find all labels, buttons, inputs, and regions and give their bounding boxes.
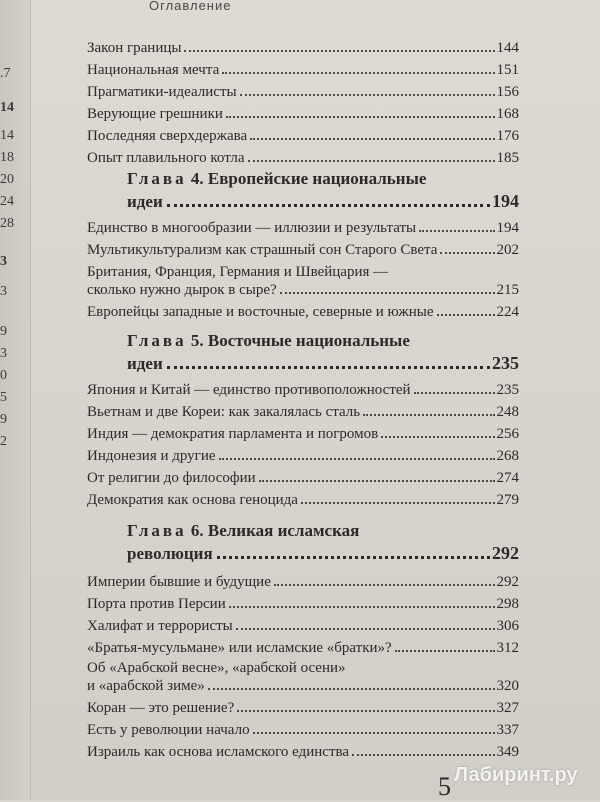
toc-entry[interactable]: Опыт плавильного котла 185 bbox=[87, 150, 519, 166]
chapter-6-title[interactable]: Глава 6. Великая исламская bbox=[127, 521, 360, 540]
prev-page-number: 14 bbox=[0, 128, 14, 143]
toc-entry[interactable]: Демократия как основа геноцида 279 bbox=[87, 492, 519, 508]
chapter-5-heading[interactable]: идеи 235 bbox=[127, 353, 519, 373]
contents-page bbox=[31, 0, 600, 800]
toc-entry[interactable]: сколько нужно дырок в сыре? 215 bbox=[87, 282, 519, 298]
prev-page-number: 3 bbox=[0, 254, 7, 269]
chapter-4-heading[interactable]: идеи 194 bbox=[127, 191, 519, 211]
toc-entry-line1[interactable]: Британия, Франция, Германия и Швейцария — bbox=[87, 264, 389, 280]
page-number: 5 bbox=[438, 772, 451, 801]
toc-entry[interactable]: Национальная мечта 151 bbox=[87, 62, 519, 78]
toc-entry[interactable]: Порта против Персии 298 bbox=[87, 596, 519, 612]
toc-entry[interactable]: Европейцы западные и восточные, северные и южные 224 bbox=[87, 304, 519, 320]
prev-page-number: 3 bbox=[0, 284, 7, 299]
prev-page-number: 24 bbox=[0, 194, 14, 209]
toc-entry[interactable]: Единство в многообразии — иллюзии и результаты 194 bbox=[87, 220, 519, 236]
toc-entry[interactable]: Япония и Китай — единство противоположностей 235 bbox=[87, 382, 519, 398]
prev-page-number: .7 bbox=[0, 66, 11, 81]
prev-page-number: 2 bbox=[0, 434, 7, 449]
prev-page-number: 9 bbox=[0, 324, 7, 339]
toc-entry[interactable]: Индия — демократия парламента и погромов 256 bbox=[87, 426, 519, 442]
toc-entry[interactable]: Прагматики-идеалисты 156 bbox=[87, 84, 519, 100]
toc-entry[interactable]: Закон границы 144 bbox=[87, 40, 519, 56]
toc-entry[interactable]: Коран — это решение? 327 bbox=[87, 700, 519, 716]
prev-page-number: 0 bbox=[0, 368, 7, 383]
toc-entry[interactable]: Верующие грешники 168 bbox=[87, 106, 519, 122]
prev-page-number: 28 bbox=[0, 216, 14, 231]
running-header: Оглавление bbox=[149, 0, 232, 13]
prev-page-number: 18 bbox=[0, 150, 14, 165]
prev-page-number: 3 bbox=[0, 346, 7, 361]
toc-entry[interactable]: Халифат и террористы 306 bbox=[87, 618, 519, 634]
toc-entry[interactable]: Есть у революции начало 337 bbox=[87, 722, 519, 738]
prev-page-number: 9 bbox=[0, 412, 7, 427]
prev-page-number: 20 bbox=[0, 172, 14, 187]
chapter-5-title[interactable]: Глава 5. Восточные национальные bbox=[127, 331, 410, 350]
prev-page-number: 14 bbox=[0, 100, 14, 115]
toc-entry[interactable]: Мультикультурализм как страшный сон Старого Света 202 bbox=[87, 242, 519, 258]
toc-entry[interactable]: и «арабской зиме» 320 bbox=[87, 678, 519, 694]
toc-entry[interactable]: Индонезия и другие 268 bbox=[87, 448, 519, 464]
toc-entry[interactable]: «Братья-мусульмане» или исламские «братки»? 312 bbox=[87, 640, 519, 656]
chapter-4-title[interactable]: Глава 4. Европейские национальные bbox=[127, 169, 427, 188]
prev-page-number: 5 bbox=[0, 390, 7, 405]
toc-entry[interactable]: Последняя сверхдержава 176 bbox=[87, 128, 519, 144]
toc-entry[interactable]: Израиль как основа исламского единства 349 bbox=[87, 744, 519, 760]
chapter-6-heading[interactable]: революция 292 bbox=[127, 543, 519, 563]
previous-page-edge bbox=[0, 0, 31, 800]
toc-entry[interactable]: Вьетнам и две Кореи: как закалялась сталь 248 bbox=[87, 404, 519, 420]
toc-entry[interactable]: От религии до философии 274 bbox=[87, 470, 519, 486]
toc-entry-line1[interactable]: Об «Арабской весне», «арабской осени» bbox=[87, 660, 346, 676]
toc-entry[interactable]: Империи бывшие и будущие 292 bbox=[87, 574, 519, 590]
watermark-logo: Лабиринт.ру bbox=[454, 764, 578, 786]
